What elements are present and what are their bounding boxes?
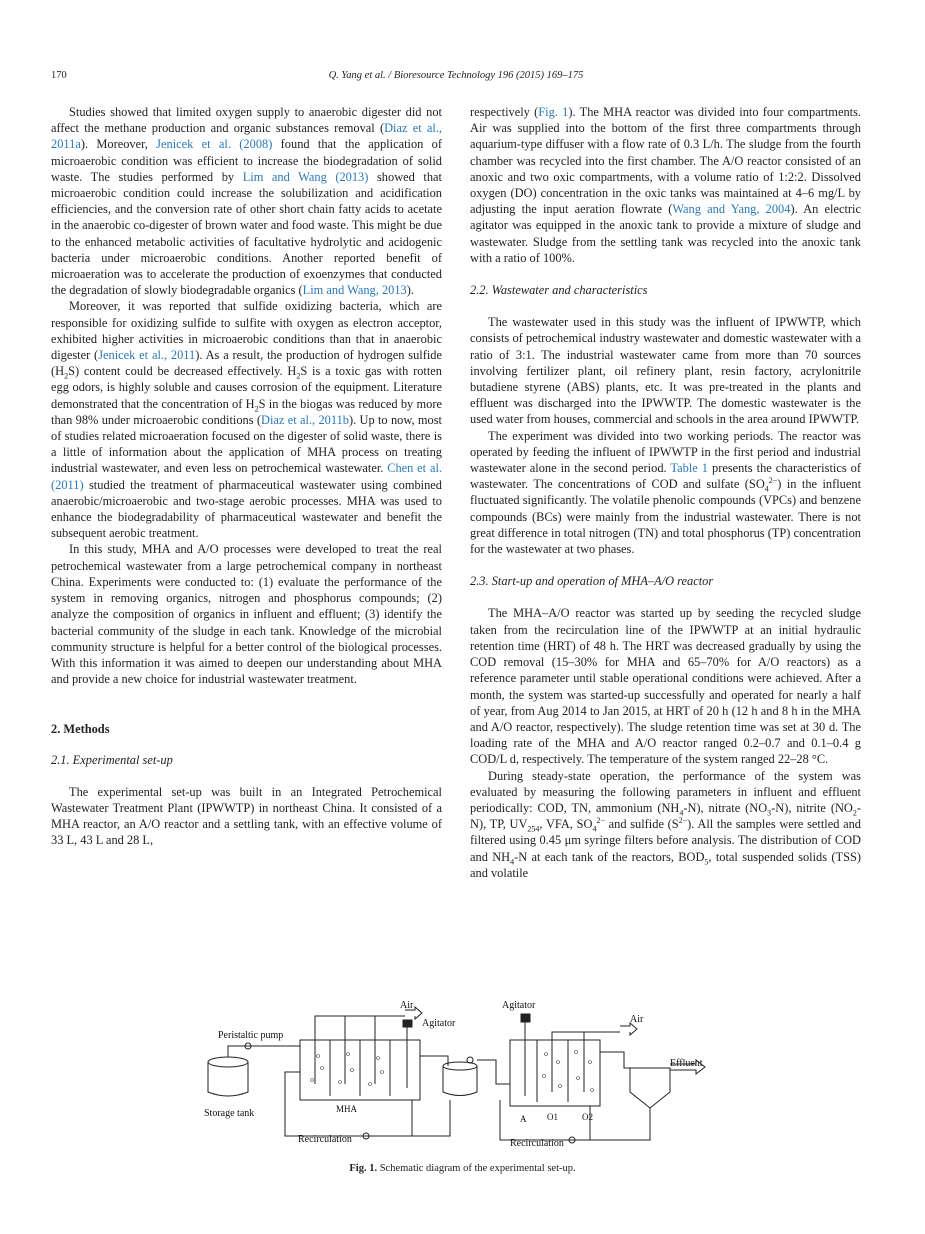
oxic1-label: O1	[547, 1112, 558, 1122]
subsection-heading: 2.1. Experimental set-up	[51, 752, 173, 767]
air-label: Air	[630, 1014, 644, 1025]
anoxic-label: A	[520, 1114, 527, 1124]
agitator-label: Agitator	[502, 1000, 536, 1011]
experimental-setup-diagram	[200, 996, 720, 1156]
paragraph: The experimental set-up was built in an Integrated Petrochemical Wastewater Treatment Plant (IPWWTP) in northeast China. It consisted of a MHA reactor, an A/O reactor and a settling tank, with an effective volume of 33 L, 43 L and 28 L,	[51, 784, 442, 848]
storage-tank-label: Storage tank	[204, 1108, 255, 1119]
journal-citation: Q. Yang et al. / Bioresource Technology 196 (2015) 169–175	[328, 70, 584, 81]
citation-link[interactable]: Lim and Wang, 2013	[302, 283, 407, 298]
settling-tank	[630, 1068, 670, 1108]
paragraph: During steady-state operation, the performance of the system was evaluated by measuring the following parameters in influent and effluent periodically: COD, TN, ammonium $(NH_4-N)$, nitrate $(NO_3-N)$, nitrite $(NO_2-N)$, TP, $UV_{254}$, VFA, $SO_4^{2-}$ and sulfide $(S^{2-})$. All the samples were settled and filtered using 0.45 μm syringe filters before analysis. The distribution of COD and $NH_4-N$ at each tank of the reactors, $BOD_5$, total suspended solids (TSS) and volatile	[470, 768, 862, 880]
citation-link[interactable]: Diaz et al., 2011b	[261, 412, 349, 427]
paragraph: The experiment was divided into two working periods. The reactor was operated by feeding the influent of IPWWTP in the first period and industrial wastewater alone in the second period. Table 1 presents the characteristics of wastewater. The concentrations of COD and sulfate $(SO_4^{2-})$ in the influent fluctuated significantly. The volatile phenolic compounds (VPCs) and benzene compounds (BCs) were mainly from the industrial wastewater. There is not great difference in total nitrogen (TN) and total phosphorus (TP) concentration for the wastewater at two phases.	[470, 428, 862, 557]
ao-reactor	[510, 1040, 600, 1106]
figure-caption: Fig. 1. Schematic diagram of the experimental set-up.	[349, 1163, 576, 1174]
oxic2-label: O2	[582, 1112, 593, 1122]
paragraph: respectively (Fig. 1). The MHA reactor was divided into four compartments. Air was supplied into the bottom of the first three compartments through aquarium-type diffuser with a flow rate of 0.3 L/h. The sludge from the fourth chamber was recycled into the first chamber. The A/O reactor consisted of an anoxic and two oxic compartments, with a volume ratio of 1:2:2. Dissolved oxygen (DO) concentration in the oxic tanks was maintained at 4–6 mg/L by adjusting the input aeration flowrate (Wang and Yang, 2004). An electric agitator was equipped in the anoxic tank to provide a mixture of sludge and wastewater. Sludge from the settling tank was recycled into the anoxic tank with a ratio of 100%.	[470, 105, 862, 265]
recirculation-label: Recirculation	[510, 1138, 564, 1149]
paragraph: The wastewater used in this study was the influent of IPWWTP, which consists of petrochemical industry wastewater and domestic wastewater with a ratio of 3:1. The industrial wastewater came from more than 70 sources involving fertilizer plant, oil refinery plant, resin factory, acrylonitrile butadiene styrene (ABS) plants, etc. It was pre-treated in the plants and effluent was discharged into the IPWWTP. The domestic wastewater is the used water from houses, commercial and schools in the area around IPWWTP.	[470, 315, 861, 427]
citation-link[interactable]: Jenicek et al., 2011	[98, 348, 196, 363]
paragraph: Studies showed that limited oxygen supply to anaerobic digester did not affect the methane production and organic substances removal (Diaz et al., 2011a). Moreover, Jenicek et al. (2008) found that the application of microaerobic condition was efficient to increase the biodegradation of solid waste. The studies performed by Lim and Wang (2013) showed that microaerobic condition could increase the solubilization and acidification efficiencies, and the conversion rate of other short chain fatty acids to acetate in the anaerobic co-digester of brown water and food waste. This might be due to the enhanced metabolic activities of facultative hydrolytic and acidogenic bacteria under microaerobic conditions. Another reported benefit of microaeration was to accelerate the production of exoenzymes that conducted the degradation of slowly biodegradable organics (Lim and Wang, 2013).	[51, 105, 442, 298]
mha-label: MHA	[336, 1104, 358, 1114]
citation-link[interactable]: Wang and Yang, 2004	[672, 202, 791, 217]
paragraph: The MHA–A/O reactor was started up by seeding the recycled sludge taken from the recirculation line of the IPWWTP at an initial hydraulic retention time (HRT) of 48 h. The HRT was decreased gradually by using the COD removal (15–30% for MHA and 65–70% for A/O reactors) as a reference parameter until stable operational conditions were achieved. After a month, the system was started-up successfully and operated for nearly a half of year, from Aug 2014 to Jan 2015, at HRT of 20 h (12 h and 8 h in the MHA and A/O reactor, respectively). The sludge retention time was set at 30 d. The loading rate of the MHA and A/O reactor ranged 0.2–0.7 and 0.1–0.4 g COD/L d, respectively. The temperature of the system ranged 22–28 °C.	[470, 606, 861, 767]
agitator-label: Agitator	[422, 1018, 456, 1029]
page-header	[51, 70, 861, 84]
citation-link[interactable]: Chen et al. (2011)	[51, 461, 442, 492]
figure-link[interactable]: Fig. 1	[538, 105, 569, 119]
recirculation-label: Recirculation	[298, 1134, 352, 1145]
bubbles	[311, 1051, 594, 1092]
citation-link[interactable]: Lim and Wang (2013)	[242, 169, 369, 184]
paragraph: In this study, MHA and A/O processes were developed to treat the real petrochemical wastewater from a large petrochemical company in northeast China. Experiments were conducted to: (1) evaluate the performance of the system in removing organics, nitrogen and phosphorus compounds; (2) analyze the composition of organics in influent and effluent; (3) identify the bacterial community of the sludge in each tank. Knowledge of the microbial community structure is helpful for a better control of the biological processes. With this information it was aimed to deepen our understanding about MHA and provide a new choice for industrial wastewater treatment.	[51, 542, 442, 687]
citation-link[interactable]: Diaz et al., 2011a	[51, 121, 442, 152]
page-number: 170	[51, 70, 67, 81]
subsection-heading: 2.2. Wastewater and characteristics	[470, 283, 648, 298]
section-heading: 2. Methods	[51, 722, 110, 737]
left-column	[51, 104, 442, 849]
air-label: Air	[400, 1000, 414, 1011]
peristaltic-pump-label: Peristaltic pump	[218, 1030, 284, 1041]
citation-link[interactable]: Jenicek et al. (2008)	[156, 137, 273, 152]
effluent-label: Effluent	[670, 1058, 703, 1069]
right-column	[470, 104, 861, 881]
table-link[interactable]: Table 1	[670, 461, 708, 476]
paragraph: Moreover, it was reported that sulfide oxidizing bacteria, which are responsible for oxidizing sulfide to sulfite with oxygen as electron acceptor, exhibited higher activities in microaerobic conditions than that in anaerobic digester (Jenicek et al., 2011). As a result, the production of hydrogen sulfide $(H_2S)$ content could be decreased effectively. $H_2S$ is a toxic gas with rotten egg odors, is highly soluble and causes corrosion of the equipment. Literature demonstrated that the concentration of $H_2S$ in the biogas was reduced by more than 98% under microaerobic conditions (Diaz et al., 2011b). Up to now, most of studies related microaeration focused on the digester of solid waste, there is a little of information about the application of MHA process on treating industrial wastewater, and even less on petrochemical wastewater. Chen et al. (2011) studied the treatment of pharmaceutical wastewater using combined anaerobic/microaerobic and two-stage aerobic processes. MHA was used to enhance the biodegradability of pharmaceutical wastewater and benefit the subsequent aerobic treatment.	[51, 299, 443, 541]
subsection-heading: 2.3. Start-up and operation of MHA–A/O reactor	[470, 574, 714, 589]
